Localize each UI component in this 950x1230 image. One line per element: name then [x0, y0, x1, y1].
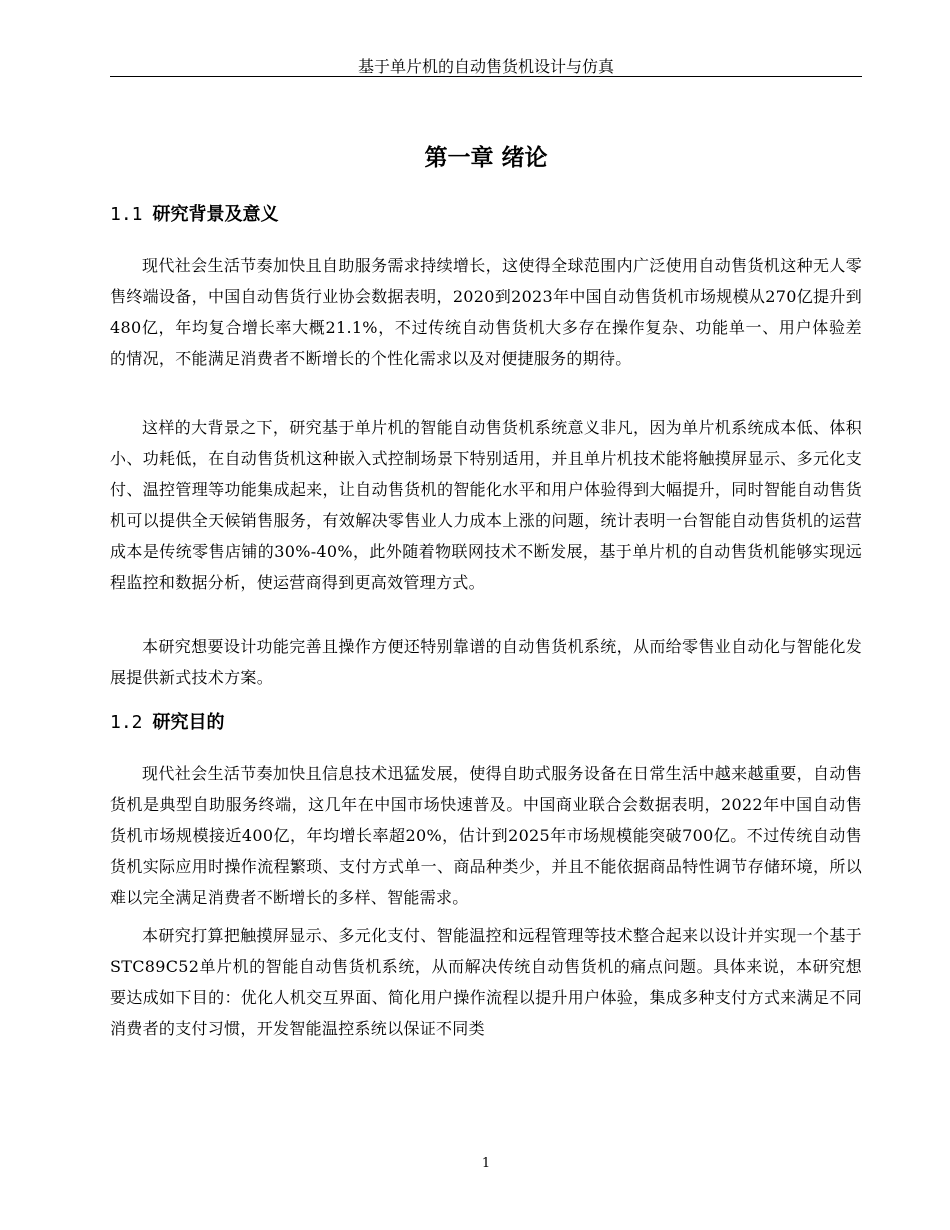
section-title: 研究目的 — [152, 712, 225, 733]
running-header: 基于单片机的自动售货机设计与仿真 — [357, 57, 614, 76]
section-number: 1.2 — [110, 712, 143, 733]
paragraph: 本研究打算把触摸屏显示、多元化支付、智能温控和远程管理等技术整合起来以设计并实现一个基于STC89C52单片机的智能自动售货机系统，从而解决传统自动售货机的痛点问题。具体来说，本研究想要达成如下目的：优化人机交互界面、简化用户操作流程以提升用户体验，集成多种支付方式来满足不同消费者的支付习惯，开发智能温控系统以保证不同类 — [110, 926, 862, 1038]
paragraph: 现代社会生活节奏加快且信息技术迅猛发展，使得自助式服务设备在日常生活中越来越重要，自动售货机是典型自助服务终端，这几年在中国市场快速普及。中国商业联合会数据表明，2022年中国自动售货机市场规模接近400亿，年均增长率超20%，估计到2025年市场规模能突破700亿。不过传统自动售货机实际应用时操作流程繁琐、支付方式单一、商品种类少，并且不能依据商品特性调节存储环境，所以难以完全满足消费者不断增长的多样、智能需求。 — [110, 764, 862, 907]
section-title: 研究背景及意义 — [152, 204, 279, 225]
paragraph: 现代社会生活节奏加快且自助服务需求持续增长，这使得全球范围内广泛使用自动售货机这种无人零售终端设备，中国自动售货行业协会数据表明，2020到2023年中国自动售货机市场规模从270亿提升到480亿，年均复合增长率大概21.1%，不过传统自动售货机大多存在操作复杂、功能单一、用户体验差的情况，不能满足消费者不断增长的个性化需求以及对便捷服务的期待。 — [110, 256, 862, 368]
chapter-title: 第一章 绪论 — [424, 145, 548, 171]
section-number: 1.1 — [110, 204, 143, 225]
paragraph: 这样的大背景之下，研究基于单片机的智能自动售货机系统意义非凡，因为单片机系统成本低、体积小、功耗低，在自动售货机这种嵌入式控制场景下特别适用，并且单片机技术能将触摸屏显示、多元化支付、温控管理等功能集成起来，让自动售货机的智能化水平和用户体验得到大幅提升，同时智能自动售货机可以提供全天候销售服务，有效解决零售业人力成本上涨的问题，统计表明一台智能自动售货机的运营成本是传统零售店铺的30%-40%，此外随着物联网技术不断发展，基于单片机的自动售货机能够实现远程监控和数据分析，使运营商得到更高效管理方式。 — [110, 418, 862, 592]
paragraph: 本研究想要设计功能完善且操作方便还特别靠谱的自动售货机系统，从而给零售业自动化与智能化发展提供新式技术方案。 — [110, 637, 862, 687]
header-rule — [110, 76, 862, 77]
page-number: 1 — [481, 1156, 491, 1171]
section-heading-1-2 — [110, 710, 862, 736]
section-heading-1-1 — [110, 202, 862, 228]
